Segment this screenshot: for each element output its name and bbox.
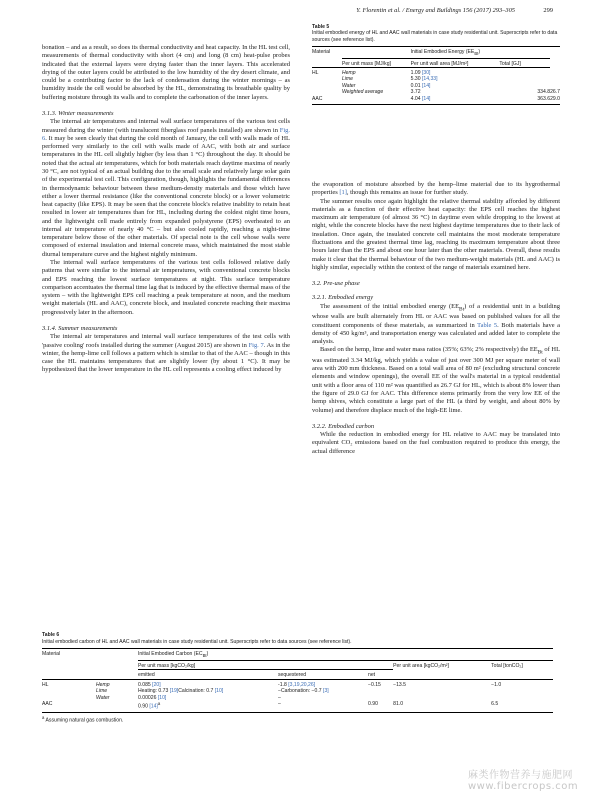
column-header: Per unit mass [MJ/kg]: [342, 58, 411, 67]
reference-link[interactable]: [30]: [421, 70, 431, 77]
reference-link[interactable]: [10]: [214, 688, 224, 695]
table-caption: Initial embodied energy of HL and AAC wall materials in case study residential unit. Superscripts refer to data sources (see reference list).: [312, 30, 558, 43]
reference-link[interactable]: [10]: [157, 694, 167, 701]
column-group-header: Initial Embodied Carbon $(EC_{Bt})$: [138, 649, 553, 661]
column-header: Material: [312, 47, 342, 58]
paragraph: The summer results once again highlight the relative thermal stability afforded by different materials as a function of their effective heat capacity: the EPS cell reaches the highest maximum air temperature (of almost 36 °C) in daytime even while dropping to the lowest at night, while the concrete blocks have the next highest daytime temperatures due to their lack of insulation. Once again, the insulated concrete cell maintains the most moderate temperature fluctuations and the greatest thermal time lag, reaching its maximum temperature about three hours later than the EPS and about one hour later than the other materials. Overall, these results make it clear that the thermal behaviour of the two medium-weight materials (HL and AAC) is highly similar, especially within the context of the range of materials examined here.: [312, 197, 560, 271]
column-header: emitted: [138, 670, 278, 680]
section-heading-preuse: 3.2. Pre-use phase: [312, 280, 360, 288]
left-column: [42, 44, 290, 375]
paragraph: The internal air temperatures and internal wall surface temperatures of the test cells with 'passive cooling' roofs installed during the summer (August 2015) are shown in Fig. 7. As in the winter, the hemp-lime cell follows a pattern which is similar to that of the AAC – though in this case the HL maintains temperatures that are slightly lower (by about 1 °C). It may be hypothesized that the lower temperature in the HL cell represents a cooling effect induced by: [42, 333, 290, 374]
reference-link[interactable]: [1]: [339, 189, 347, 197]
table-row: AAC 4.04 [14] 363.6 29.0: [312, 96, 560, 105]
section-heading-winter: 3.1.3. Winter measurements: [42, 109, 114, 117]
reference-link[interactable]: [20]: [152, 681, 161, 688]
table-row: Lime 5.30 [14,33]: [341, 76, 438, 83]
table-row: Water 0.00026 [10] –: [96, 694, 281, 701]
table-label: Table 6: [42, 632, 60, 638]
paragraph: The assessment of the initial embodied energy $(EE_{Bt})$ of a residential unit in a building whose walls are built alternately from HL or AAC was based on published values for all the constituent components of these materials, as summarized in Table 5. Both materials have a density of 450 kg/m³, and transportation energy was calculated and added later to complete the analysis.: [312, 302, 560, 346]
table-row: Lime Heating: 0.73 [19]Calcination: 0.7 [10] −Carbonation: −0.7 [3]: [96, 688, 329, 695]
column-header: sequestered: [278, 670, 368, 680]
column-header: Material: [42, 649, 96, 661]
reference-link[interactable]: [14]: [149, 703, 158, 710]
table-row: AAC 0.90 $[14]^a$ – 0.90 81.0 6.5: [42, 701, 553, 713]
running-header: [42, 7, 553, 19]
paragraph: While the reduction in embodied energy for HL relative to AAC may be translated into equivalent CO₂ emissions based on the fuel combustion required to produce this energy, the actual difference: [312, 431, 560, 455]
table-5: [312, 24, 560, 105]
column-header: Total [tonCO₂]: [491, 660, 553, 670]
table-row: HL Hemp 0.085 [20] -1.8 [3,19,20,26] −0.15 −13.5 −1.0: [42, 681, 502, 688]
journal-citation: Y. Florentin et al. / Energy and Buildings 156 (2017) 293–305: [356, 7, 515, 14]
column-header: Per unit mass [kgCO₂/kg]: [138, 660, 393, 670]
paragraph: bonation – and as a result, so does its thermal conductivity and heat capacity. In the HL test cell, measurements of thermal conductivity with short (4 cm) and long (8 cm) heat-pulse probes indicated that the external layers were drying faster than the inner layers. This accelerated drying of the outer layers could be attributed to the low humidity of the dry desert climate, and could be a contributing factor to the lack of condensation during the winter mornings – as humidity inside the cell would be absorbed by the HL, demonstrating its breathable quality by buffering moisture through its walls and to complete the carbonation of the inner layers.: [42, 44, 290, 101]
table-footnote: $^a$ Assuming natural gas combustion.: [42, 715, 124, 724]
column-header: Per unit wall area [MJ/m²]: [411, 58, 500, 67]
table-6: [42, 632, 553, 724]
reference-link[interactable]: [19]: [169, 688, 179, 695]
watermark: 麻类作物营养与施肥网 www.fibercrops.com: [468, 770, 579, 792]
section-heading-embodied-carbon: 3.2.2. Embodied carbon: [312, 422, 375, 430]
table-caption: Initial embodied carbon of HL and AAC wall materials in case study residential unit. Superscripts refer to data sources (see reference list).: [42, 638, 352, 645]
paragraph: the evaporation of moisture absorbed by the hemp–lime material due to its hygrothermal properties [1], though this remains an issue for further study.: [312, 181, 560, 197]
table-row: HL Hemp 1.09 [30]: [312, 70, 431, 77]
column-header: Per unit area [kgCO₂/m²]: [393, 660, 491, 670]
right-column: [312, 181, 560, 456]
section-heading-embodied-energy: 3.2.1. Embodied energy: [312, 294, 374, 302]
reference-link[interactable]: [14]: [421, 95, 431, 102]
reference-link[interactable]: [3,19,20,26]: [288, 681, 316, 688]
paragraph: The internal wall surface temperatures of the various test cells followed relative daily patterns that were similar to the internal air temperatures, with conventional concrete blocks and EPS reaching the lowest surface temperatures at night. This surface temperature comparison accentuates the thermal time lag that is induced by the effective thermal mass of the system – with the lightweight EPS cell reaching a peak temperature at noon, and the medium weight materials (HL and AAC), concrete block, and insulated concrete reaching their maxima progressively later in the afternoon.: [42, 259, 290, 316]
reference-link[interactable]: [14,33]: [421, 76, 438, 83]
column-header: Total [GJ]: [499, 58, 550, 67]
section-heading-summer: 3.1.4. Summer measurements: [42, 325, 118, 332]
reference-link[interactable]: [14]: [421, 82, 431, 89]
reference-link[interactable]: [3]: [323, 688, 329, 695]
table-link[interactable]: Table 5: [477, 321, 498, 329]
paragraph: Based on the hemp, lime and water mass ratios (35%; 63%; 2% respectively) the $EE_{Bt}$ of HL was estimated 3.34 MJ/kg, which yields a value of just over 300 MJ per square meter of wall area with 200 mm thickness. Based on a total wall area of 80 m² (excluding structural concrete elements and window openings), the overall EE of the wall's material in a typical residential unit with a floor area of 110 m² was quantified as 26.7 GJ for HL, which is about 8% lower than the figure of 29.0 GJ for AAC. This difference stems primarily from the very low EE of the hemp shives, which constitute a large part of the HL (a third by weight, and about 80% by volume) and therefore displace much of the high-EE lime.: [312, 346, 560, 414]
figure-link[interactable]: Fig. 6: [42, 126, 290, 142]
paragraph: The internal air temperatures and internal wall surface temperatures of the various test cells measured during the winter (with translucent fiberglass roof panels installed) are shown in Fig. 6. It may be seen clearly that during the cold month of January, the cell with walls made of HL performed very similarly to the cell with walls made of AAC, with both air and surface temperatures in the HL cell slightly higher (by less than 1 °C) throughout the day. It should be noted that the actual air temperatures, which for both materials reach daytime maxima of nearly 30 °C, are not typical of an actual building due to the small scale and relatively large solar gain of the experimental test cell. This configuration, though, highlights the fundamental differences in thermodynamic behaviour between these medium-density materials and those which have either a lower thermal resistance (like the conventional concrete block) or a lower volumetric heat capacity (like EPS). It may be seen that the concrete block's relative inability to retain heat resulted in lower air temperatures than for HL, including during the coldest night time hours, and the lightweight cell made entirely from expanded polystyrene (EPS) overheated to an internal air temperature of nearly 40 °C – but also cooled rapidly, reaching a night-time temperature below those of the other materials. Of special note is the cell whose walls were composed of external insulation and internal concrete mass, which maintained the most stable diurnal temperature curve and the highest nightly minimum.: [42, 118, 290, 258]
column-header: net: [368, 670, 393, 680]
table-label: Table 5: [312, 24, 330, 30]
table-row: Water 0.01 [14]: [341, 82, 431, 89]
figure-link[interactable]: Fig. 7: [248, 341, 264, 349]
table-row: Weighted average 3.72 334.8 26.7: [341, 89, 560, 96]
column-group-header: Initial Embodied Energy $(EE_{Bt})$: [411, 47, 560, 58]
page-number: 299: [543, 7, 553, 14]
